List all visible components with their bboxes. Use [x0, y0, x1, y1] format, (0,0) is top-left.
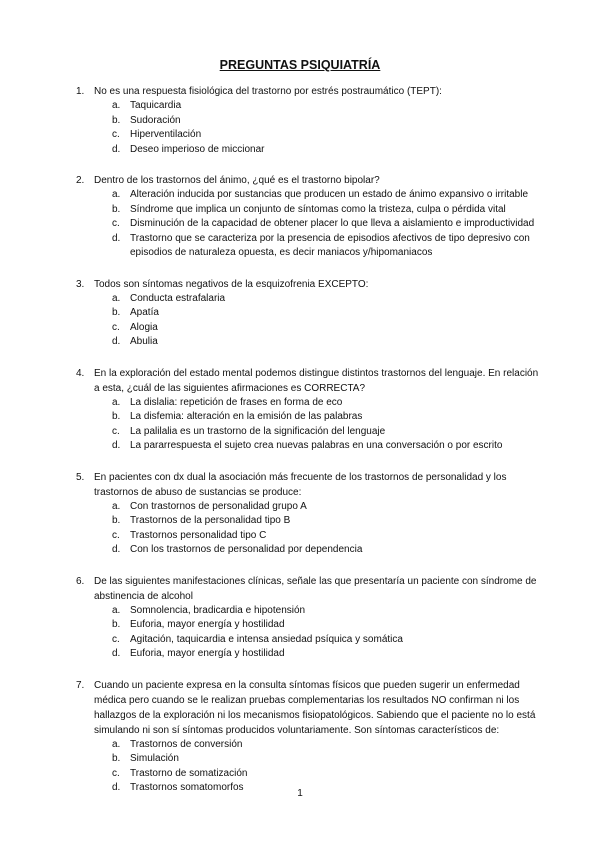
- question-6: [76, 574, 546, 662]
- question-text: De las siguientes manifestaciones clínicas, señale las que presentaría un paciente con síndrome de abstinencia de alcohol: [94, 575, 537, 602]
- option-text: Con los trastornos de personalidad por dependencia: [130, 544, 363, 555]
- option-text: Taquicardia: [130, 100, 182, 111]
- option-letter: a.: [112, 604, 121, 616]
- option-text: Simulación: [130, 753, 179, 764]
- option-text: Hiperventilación: [130, 129, 202, 140]
- answer-option: [76, 425, 546, 440]
- question-number: 7.: [76, 679, 85, 691]
- question-text: Cuando un paciente expresa en la consulta síntomas físicos que pueden sugerir un enfermedad médica pero cuando se le realizan pruebas complementarias los resultados NO confirman ni los hallazgos de la exploración ni los mecanismos fisiopatológicos. Sabiendo que el paciente no lo está simulando ni son sí síntomas producidos voluntariamente. Son síntomas característicos de:: [94, 679, 536, 736]
- page-number: 1: [297, 788, 303, 799]
- answer-option: [76, 188, 546, 203]
- option-letter: d.: [112, 782, 121, 793]
- question-line: [76, 470, 546, 500]
- answer-option: [76, 500, 546, 515]
- answer-option: [76, 752, 546, 767]
- option-text: Trastornos personalidad tipo C: [130, 529, 267, 541]
- option-text: Alteración inducida por sustancias que producen un estado de ánimo expansivo o irritable: [130, 189, 529, 200]
- option-letter: c.: [112, 767, 120, 779]
- question-4: [76, 366, 546, 454]
- question-3: [76, 277, 546, 350]
- option-letter: c.: [112, 633, 120, 645]
- question-number: 2.: [76, 175, 85, 186]
- option-letter: c.: [112, 218, 120, 229]
- option-text: Trastorno de somatización: [130, 767, 248, 779]
- answer-option: [76, 99, 546, 114]
- question-text: Dentro de los trastornos del ánimo, ¿qué es el trastorno bipolar?: [94, 175, 380, 186]
- answer-option: [76, 292, 546, 307]
- answer-option: [76, 335, 546, 350]
- option-text: La pararrespuesta el sujeto crea nuevas palabras en una conversación o por escrito: [130, 440, 503, 451]
- option-text: Trastorno que se caracteriza por la presencia de episodios afectivos de tipo depresivo con episodios de naturaleza opuesta, es decir maniacos y/hipomaniacos: [130, 232, 530, 258]
- option-letter: b.: [112, 114, 121, 126]
- option-letter: a.: [112, 396, 121, 408]
- option-letter: b.: [112, 753, 121, 764]
- answer-option: [76, 529, 546, 544]
- option-text: Euforia, mayor energía y hostilidad: [130, 619, 285, 630]
- answer-option: [76, 306, 546, 321]
- option-letter: d.: [112, 440, 121, 451]
- question-line: [76, 84, 546, 99]
- question-number: 1.: [76, 86, 85, 97]
- question-line: [76, 574, 546, 604]
- question-1: [76, 84, 546, 157]
- option-text: Agitación, taquicardia e intensa ansiedad psíquica y somática: [130, 633, 403, 645]
- option-letter: d.: [112, 648, 121, 659]
- question-number: 4.: [76, 367, 85, 379]
- option-text: Con trastornos de personalidad grupo A: [130, 500, 307, 512]
- answer-option: [76, 514, 546, 529]
- answer-option: [76, 203, 546, 218]
- option-letter: a.: [112, 189, 121, 200]
- option-text: Síndrome que implica un conjunto de síntomas como la tristeza, culpa o pérdida vital: [130, 203, 506, 215]
- option-text: La palilalia es un trastorno de la significación del lenguaje: [130, 425, 386, 437]
- answer-option: [76, 128, 546, 143]
- answer-options: [76, 500, 546, 558]
- option-letter: d.: [112, 143, 121, 155]
- option-text: Trastornos de la personalidad tipo B: [130, 515, 291, 526]
- option-text: Trastornos de conversión: [130, 738, 243, 750]
- answer-option: [76, 396, 546, 411]
- option-letter: b.: [112, 619, 121, 630]
- option-text: Trastornos somatomorfos: [130, 782, 244, 793]
- answer-options: [76, 188, 546, 261]
- answer-option: [76, 618, 546, 633]
- page-title: PREGUNTAS PSIQUIATRÍA: [219, 58, 381, 72]
- answer-option: [76, 633, 546, 648]
- answer-option: [76, 232, 546, 261]
- option-letter: d.: [112, 232, 121, 244]
- question-text: No es una respuesta fisiológica del trastorno por estrés postraumático (TEPT):: [94, 86, 442, 97]
- question-list: [76, 84, 546, 812]
- option-text: Disminución de la capacidad de obtener placer lo que lleva a aislamiento e improductividad: [130, 218, 535, 229]
- question-text: En la exploración del estado mental podemos distingue distintos trastornos del lenguaje. En relación a esta, ¿cuál de las siguientes afirmaciones es CORRECTA?: [94, 367, 539, 394]
- option-text: La disfemia: alteración en la emisión de las palabras: [130, 411, 363, 422]
- option-letter: b.: [112, 515, 121, 526]
- answer-option: [76, 604, 546, 619]
- option-text: Abulia: [130, 336, 158, 347]
- option-letter: b.: [112, 411, 121, 422]
- answer-option: [76, 647, 546, 662]
- option-letter: a.: [112, 500, 121, 512]
- question-line: [76, 366, 546, 396]
- option-letter: d.: [112, 336, 121, 347]
- answer-option: [76, 738, 546, 753]
- answer-option: [76, 217, 546, 232]
- answer-options: [76, 738, 546, 796]
- question-5: [76, 470, 546, 558]
- question-text: Todos son síntomas negativos de la esquizofrenia EXCEPTO:: [94, 278, 369, 290]
- answer-options: [76, 604, 546, 662]
- question-7: [76, 678, 546, 796]
- option-text: Conducta estrafalaria: [130, 292, 226, 304]
- answer-option: [76, 321, 546, 336]
- question-line: [76, 678, 546, 738]
- answer-options: [76, 99, 546, 157]
- option-letter: c.: [112, 321, 120, 333]
- answer-option: [76, 114, 546, 129]
- option-text: Apatía: [130, 307, 159, 318]
- answer-option: [76, 439, 546, 454]
- option-letter: d.: [112, 544, 121, 555]
- option-letter: c.: [112, 529, 120, 541]
- question-line: [76, 173, 546, 188]
- option-text: Alogia: [130, 321, 158, 333]
- option-letter: a.: [112, 100, 121, 111]
- question-number: 5.: [76, 471, 85, 483]
- answer-option: [76, 767, 546, 782]
- answer-options: [76, 396, 546, 454]
- option-text: Deseo imperioso de miccionar: [130, 143, 265, 155]
- question-number: 6.: [76, 575, 85, 587]
- option-text: Euforia, mayor energía y hostilidad: [130, 648, 285, 659]
- question-2: [76, 173, 546, 261]
- option-text: Somnolencia, bradicardia e hipotensión: [130, 604, 306, 616]
- option-letter: a.: [112, 292, 121, 304]
- answer-option: [76, 410, 546, 425]
- option-letter: c.: [112, 425, 120, 437]
- question-text: En pacientes con dx dual la asociación más frecuente de los trastornos de personalidad y los trastornos de abuso de sustancias se produce:: [94, 471, 507, 498]
- option-letter: c.: [112, 129, 120, 140]
- option-text: La dislalia: repetición de frases en forma de eco: [130, 396, 343, 408]
- answer-option: [76, 143, 546, 158]
- option-letter: b.: [112, 203, 121, 215]
- option-letter: b.: [112, 307, 121, 318]
- question-number: 3.: [76, 278, 85, 290]
- option-text: Sudoración: [130, 114, 181, 126]
- option-letter: a.: [112, 738, 121, 750]
- answer-options: [76, 292, 546, 350]
- question-line: [76, 277, 546, 292]
- answer-option: [76, 543, 546, 558]
